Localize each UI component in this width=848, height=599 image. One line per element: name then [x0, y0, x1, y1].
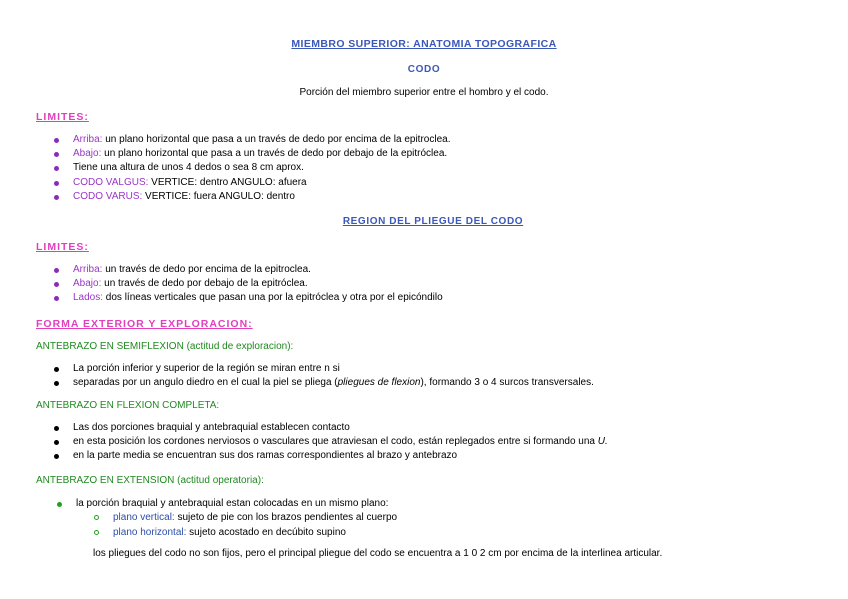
item-text: en la parte media se encuentran sus dos ramas correspondientes al brazo y antebrazo: [73, 450, 458, 462]
item-text: un plano horizontal que pasa a un través de dedo por encima de la epitroclea.: [102, 134, 451, 145]
item-text: dos líneas verticales que pasan una por la epitróclea y otra por el epicóndilo: [103, 292, 443, 304]
intro-text: Porción del miembro superior entre el hombro y el codo.: [299, 87, 549, 98]
bullet-icon: [54, 282, 59, 287]
list-item: [54, 376, 594, 390]
list-item: [54, 362, 594, 376]
item-text: La porción inferior y superior de la región se miran entre n si: [73, 363, 340, 374]
final-paragraph: los pliegues del codo no son fijos, pero el principal pliegue del codo se encuentra a 1 0 2 cm por encima de la interlinea articular.: [93, 548, 663, 559]
item-text: Tiene una altura de unos 4 dedos o sea 8 cm aprox.: [73, 162, 304, 174]
item-label: Arriba:: [73, 264, 103, 275]
item-emphasis: pliegues de flexion: [337, 377, 421, 389]
bullet-icon: [54, 454, 59, 459]
bullet-icon: [54, 440, 59, 445]
bullet-icon: [54, 381, 59, 386]
bullet-icon: [54, 296, 59, 301]
item-text: un plano horizontal que pasa a un través de dedo por debajo de la epitróclea.: [101, 148, 448, 160]
semiflexion-title: ANTEBRAZO EN SEMIFLEXION (actitud de exploracion):: [36, 341, 294, 352]
circle-bullet-icon: [94, 530, 99, 535]
bullet-icon: [54, 195, 59, 200]
limites-list-1: [54, 133, 450, 204]
list-item: [54, 277, 443, 291]
list-item: [54, 435, 608, 449]
item-label: plano horizontal:: [113, 527, 187, 538]
list-item: [54, 133, 450, 147]
document-subtitle: CODO: [407, 64, 441, 75]
list-item: [54, 449, 608, 463]
region-heading: REGION DEL PLIEGUE DEL CODO: [342, 216, 524, 227]
item-text: un través de dedo por encima de la epitroclea.: [102, 264, 311, 275]
item-text: separadas por un angulo diedro en el cual la piel se pliega (: [73, 377, 338, 389]
item-text: en esta posición los cordones nerviosos o vasculares que atraviesan el codo, están replegados entre si formando una: [73, 436, 598, 448]
extension-title: ANTEBRAZO EN EXTENSION (actitud operatoria):: [36, 475, 264, 486]
list-item: [54, 421, 608, 435]
item-text: la porción braquial y antebraquial estan colocadas en un mismo plano:: [76, 498, 389, 509]
sub-list-item: [94, 525, 397, 540]
list-item: [54, 263, 443, 277]
list-item: [54, 176, 450, 190]
item-emphasis: U.: [597, 436, 608, 448]
forma-heading: FORMA EXTERIOR Y EXPLORACION:: [36, 318, 253, 330]
item-text: ), formando 3 o 4 surcos transversales.: [420, 377, 594, 389]
item-text: sujeto acostado en decúbito supino: [186, 527, 346, 538]
limites-heading-2: LIMITES:: [36, 241, 89, 253]
bullet-icon: [54, 152, 59, 157]
item-text: VERTICE: dentro ANGULO: afuera: [148, 176, 307, 188]
bullet-icon: [54, 181, 59, 186]
circle-bullet-icon: [94, 515, 99, 520]
item-label: CODO VARUS:: [73, 190, 143, 202]
item-text: sujeto de pie con los brazos pendientes al cuerpo: [174, 512, 398, 523]
list-item: [54, 291, 443, 305]
item-label: plano vertical:: [113, 512, 175, 523]
list-item: [54, 190, 450, 204]
bullet-icon: [54, 138, 59, 143]
item-label: Abajo:: [73, 278, 102, 290]
sub-list-item: [94, 510, 397, 525]
flexion-title: ANTEBRAZO EN FLEXION COMPLETA:: [36, 400, 220, 411]
bullet-icon: [54, 367, 59, 372]
bullet-icon: [54, 426, 59, 431]
document-title: MIEMBRO SUPERIOR: ANATOMIA TOPOGRAFICA: [291, 38, 557, 50]
limites-heading-1: LIMITES:: [36, 111, 89, 123]
item-label: Arriba:: [73, 134, 103, 145]
item-label: Lados:: [73, 292, 104, 304]
item-text: Las dos porciones braquial y antebraquial establecen contacto: [73, 422, 350, 433]
item-text: VERTICE: fuera ANGULO: dentro: [142, 190, 295, 202]
list-item: [54, 161, 450, 175]
semiflexion-list: [54, 362, 594, 390]
bullet-icon: [54, 268, 59, 273]
item-label: CODO VALGUS:: [73, 176, 149, 188]
extension-sublist: [94, 510, 397, 540]
item-label: Abajo:: [73, 148, 102, 160]
item-text: un través de dedo por debajo de la epitróclea.: [101, 278, 308, 290]
flexion-list: [54, 421, 608, 464]
limites-list-2: [54, 263, 443, 306]
list-item: [54, 147, 450, 161]
bullet-icon: [54, 166, 59, 171]
bullet-icon: [57, 502, 62, 507]
